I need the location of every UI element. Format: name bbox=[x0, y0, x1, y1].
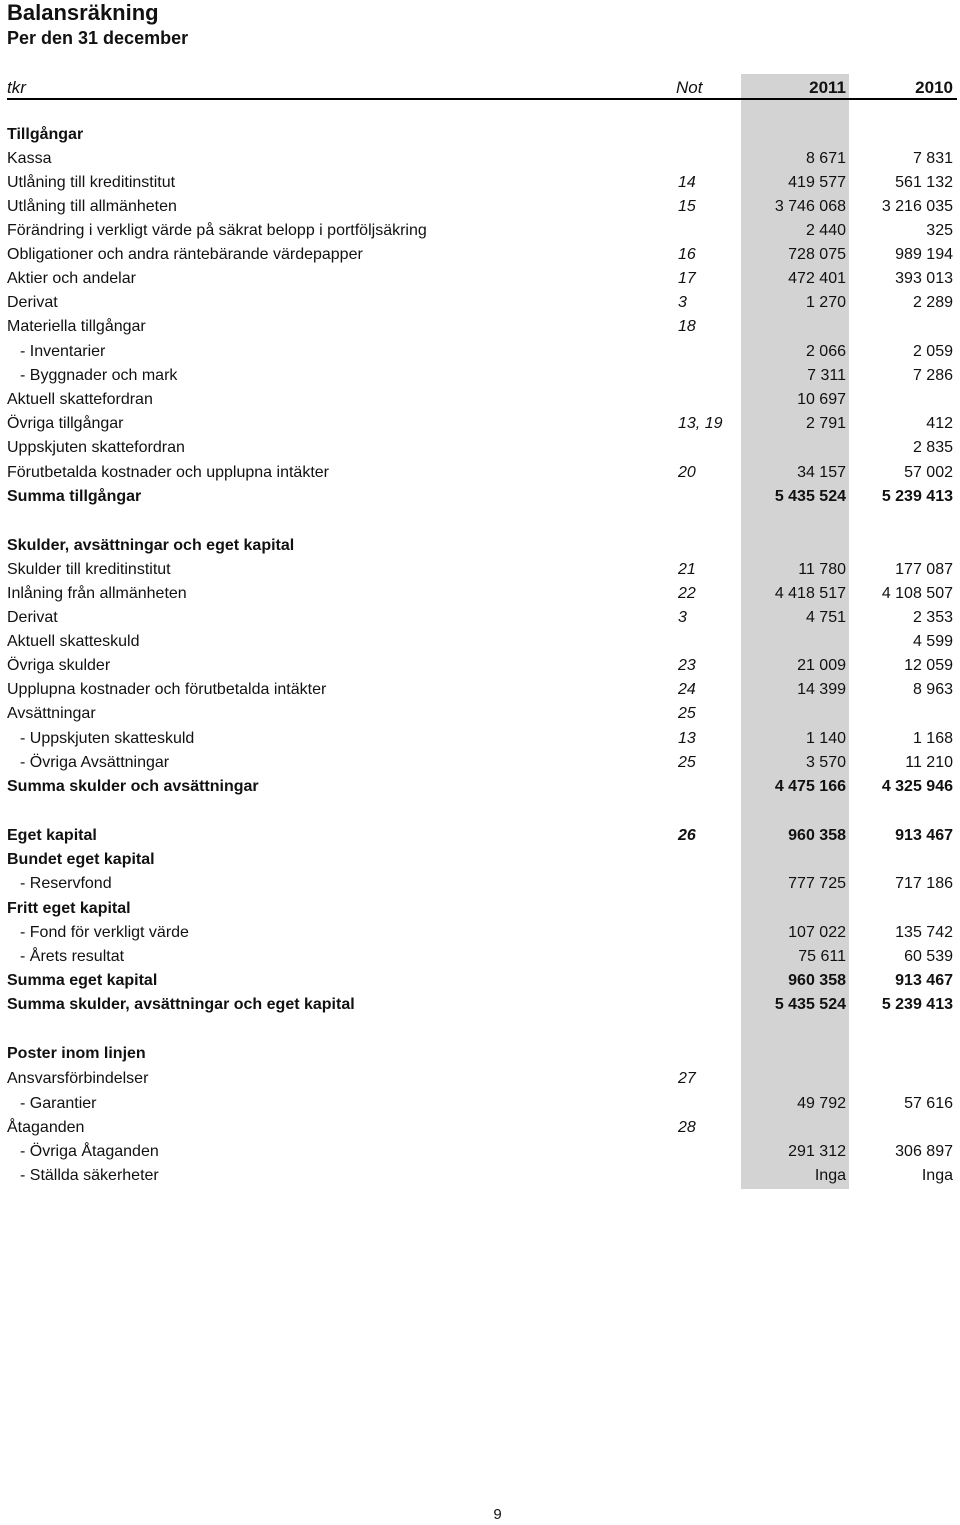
row-value-2010: 2 353 bbox=[912, 609, 953, 626]
page-subtitle: Per den 31 december bbox=[7, 28, 189, 48]
table-row bbox=[0, 486, 960, 508]
row-value-2010: 57 616 bbox=[904, 1095, 953, 1112]
row-value-2010: 3 216 035 bbox=[881, 198, 953, 215]
row-label: Summa skulder och avsättningar bbox=[7, 778, 259, 795]
row-value-2010: 2 289 bbox=[912, 294, 953, 311]
row-value-2010: 177 087 bbox=[895, 561, 953, 578]
row-value-2011: 4 475 166 bbox=[774, 778, 846, 795]
row-label: - Byggnader och mark bbox=[20, 367, 178, 384]
row-value-2010: 306 897 bbox=[895, 1143, 953, 1160]
row-value-2010: 11 210 bbox=[905, 754, 953, 771]
row-label: Åtaganden bbox=[7, 1119, 85, 1136]
row-label: Övriga skulder bbox=[7, 657, 111, 674]
table-row bbox=[0, 535, 960, 557]
row-label: Bundet eget kapital bbox=[7, 851, 155, 868]
row-value-2010: 7 286 bbox=[912, 367, 953, 384]
row-label: Derivat bbox=[7, 609, 58, 626]
row-value-2011: 419 577 bbox=[788, 174, 846, 191]
row-label: Inlåning från allmänheten bbox=[7, 585, 187, 602]
row-note: 15 bbox=[678, 198, 696, 215]
row-value-2011: 11 780 bbox=[798, 561, 846, 578]
table-row bbox=[0, 655, 960, 677]
row-value-2011: 107 022 bbox=[788, 924, 846, 941]
row-note: 3 bbox=[678, 609, 687, 626]
row-value-2011: 49 792 bbox=[797, 1095, 846, 1112]
header-divider bbox=[7, 98, 957, 100]
table-row bbox=[0, 849, 960, 871]
table-row bbox=[0, 172, 960, 194]
row-value-2011: 14 399 bbox=[797, 681, 846, 698]
table-row bbox=[0, 728, 960, 750]
row-value-2010: Inga bbox=[921, 1167, 953, 1184]
row-label: Aktier och andelar bbox=[7, 270, 136, 287]
year-2011-header: 2011 bbox=[809, 78, 846, 97]
row-value-2010: 412 bbox=[926, 415, 953, 432]
row-value-2010: 989 194 bbox=[895, 246, 953, 263]
row-value-2011: Inga bbox=[814, 1167, 846, 1184]
note-header: Not bbox=[676, 78, 703, 97]
table-row bbox=[0, 703, 960, 725]
row-label: Ansvarsförbindelser bbox=[7, 1070, 149, 1087]
table-row bbox=[0, 1093, 960, 1115]
row-note: 18 bbox=[678, 318, 696, 335]
row-value-2011: 1 140 bbox=[805, 730, 846, 747]
row-value-2010: 12 059 bbox=[904, 657, 953, 674]
row-label: Aktuell skattefordran bbox=[7, 391, 153, 408]
row-value-2010: 913 467 bbox=[895, 827, 953, 844]
row-note: 14 bbox=[678, 174, 696, 191]
row-label: - Garantier bbox=[20, 1095, 97, 1112]
table-row bbox=[0, 437, 960, 459]
table-row bbox=[0, 316, 960, 338]
table-row bbox=[0, 1043, 960, 1065]
table-row bbox=[0, 752, 960, 774]
row-label: Materiella tillgångar bbox=[7, 318, 146, 335]
row-value-2010: 135 742 bbox=[895, 924, 953, 941]
table-row bbox=[0, 994, 960, 1016]
table-row bbox=[0, 462, 960, 484]
row-value-2011: 1 270 bbox=[805, 294, 846, 311]
row-value-2010: 2 059 bbox=[912, 343, 953, 360]
row-label: - Reservfond bbox=[20, 875, 112, 892]
table-row bbox=[0, 1068, 960, 1090]
row-value-2011: 5 435 524 bbox=[774, 996, 846, 1013]
row-value-2010: 7 831 bbox=[912, 150, 953, 167]
row-value-2010: 4 599 bbox=[912, 633, 953, 650]
row-label: - Uppskjuten skatteskuld bbox=[20, 730, 195, 747]
row-label: Utlåning till kreditinstitut bbox=[7, 174, 176, 191]
row-note: 16 bbox=[678, 246, 696, 263]
row-note: 27 bbox=[678, 1070, 696, 1087]
row-note: 13 bbox=[678, 730, 696, 747]
row-label: Tillgångar bbox=[7, 126, 84, 143]
row-value-2011: 34 157 bbox=[797, 464, 846, 481]
row-value-2010: 8 963 bbox=[912, 681, 953, 698]
row-note: 3 bbox=[678, 294, 687, 311]
row-label: Skulder till kreditinstitut bbox=[7, 561, 171, 578]
table-row bbox=[0, 1141, 960, 1163]
row-value-2011: 7 311 bbox=[807, 367, 846, 384]
row-value-2011: 3 746 068 bbox=[774, 198, 846, 215]
table-row bbox=[0, 292, 960, 314]
row-note: 28 bbox=[678, 1119, 696, 1136]
row-value-2010: 57 002 bbox=[904, 464, 953, 481]
row-value-2011: 291 312 bbox=[788, 1143, 846, 1160]
table-row bbox=[0, 1165, 960, 1187]
row-label: Aktuell skatteskuld bbox=[7, 633, 140, 650]
row-label: Upplupna kostnader och förutbetalda intäkter bbox=[7, 681, 327, 698]
row-label: Derivat bbox=[7, 294, 58, 311]
row-value-2011: 2 791 bbox=[805, 415, 846, 432]
row-value-2010: 393 013 bbox=[895, 270, 953, 287]
row-value-2010: 4 325 946 bbox=[881, 778, 953, 795]
row-label: Eget kapital bbox=[7, 827, 97, 844]
row-label: Utlåning till allmänheten bbox=[7, 198, 177, 215]
table-row bbox=[0, 559, 960, 581]
row-label: Summa skulder, avsättningar och eget kapital bbox=[7, 996, 355, 1013]
row-note: 25 bbox=[678, 705, 696, 722]
table-row bbox=[0, 825, 960, 847]
row-note: 13, 19 bbox=[678, 415, 723, 432]
row-value-2010: 4 108 507 bbox=[881, 585, 953, 602]
table-row bbox=[0, 873, 960, 895]
table-row bbox=[0, 898, 960, 920]
table-row bbox=[0, 413, 960, 435]
row-value-2011: 472 401 bbox=[788, 270, 846, 287]
row-label: Skulder, avsättningar och eget kapital bbox=[7, 537, 295, 554]
row-label: Summa tillgångar bbox=[7, 488, 142, 505]
row-value-2011: 4 751 bbox=[805, 609, 846, 626]
table-row bbox=[0, 946, 960, 968]
row-value-2011: 75 611 bbox=[798, 948, 846, 965]
row-value-2011: 960 358 bbox=[788, 827, 846, 844]
table-row bbox=[0, 607, 960, 629]
row-value-2011: 10 697 bbox=[797, 391, 846, 408]
row-note: 20 bbox=[678, 464, 696, 481]
row-value-2011: 2 066 bbox=[805, 343, 846, 360]
row-value-2011: 2 440 bbox=[805, 222, 846, 239]
table-row bbox=[0, 341, 960, 363]
page-title: Balansräkning bbox=[7, 0, 159, 25]
row-value-2011: 777 725 bbox=[788, 875, 846, 892]
row-note: 22 bbox=[678, 585, 696, 602]
table-row bbox=[0, 1117, 960, 1139]
table-row bbox=[0, 124, 960, 146]
row-label: - Övriga Åtaganden bbox=[20, 1143, 159, 1160]
row-value-2011: 4 418 517 bbox=[774, 585, 846, 602]
row-label: - Årets resultat bbox=[20, 948, 125, 965]
row-value-2011: 960 358 bbox=[788, 972, 846, 989]
row-value-2011: 21 009 bbox=[797, 657, 846, 674]
table-row bbox=[0, 148, 960, 170]
row-value-2010: 5 239 413 bbox=[881, 488, 953, 505]
row-value-2011: 5 435 524 bbox=[774, 488, 846, 505]
row-label: Övriga tillgångar bbox=[7, 415, 124, 432]
row-value-2010: 60 539 bbox=[904, 948, 953, 965]
row-value-2011: 8 671 bbox=[805, 150, 846, 167]
table-row bbox=[0, 389, 960, 411]
table-row bbox=[0, 970, 960, 992]
row-note: 23 bbox=[678, 657, 696, 674]
row-note: 21 bbox=[678, 561, 696, 578]
row-label: - Inventarier bbox=[20, 343, 106, 360]
row-label: - Ställda säkerheter bbox=[20, 1167, 159, 1184]
row-value-2010: 913 467 bbox=[895, 972, 953, 989]
row-value-2010: 2 835 bbox=[912, 439, 953, 456]
row-label: Förändring i verkligt värde på säkrat belopp i portföljsäkring bbox=[7, 222, 427, 239]
row-label: Uppskjuten skattefordran bbox=[7, 439, 185, 456]
row-value-2011: 728 075 bbox=[788, 246, 846, 263]
row-note: 25 bbox=[678, 754, 696, 771]
row-label: - Fond för verkligt värde bbox=[20, 924, 189, 941]
page-number: 9 bbox=[493, 1506, 502, 1523]
row-label: Kassa bbox=[7, 150, 52, 167]
table-row bbox=[0, 631, 960, 653]
table-row bbox=[0, 220, 960, 242]
row-note: 26 bbox=[678, 827, 696, 844]
table-row bbox=[0, 583, 960, 605]
table-row bbox=[0, 268, 960, 290]
row-value-2010: 5 239 413 bbox=[881, 996, 953, 1013]
row-value-2011: 3 570 bbox=[805, 754, 846, 771]
row-label: Poster inom linjen bbox=[7, 1045, 146, 1062]
row-label: - Övriga Avsättningar bbox=[20, 754, 170, 771]
row-label: Förutbetalda kostnader och upplupna intäkter bbox=[7, 464, 329, 481]
table-row bbox=[0, 196, 960, 218]
row-value-2010: 561 132 bbox=[895, 174, 953, 191]
row-label: Obligationer och andra räntebärande värdepapper bbox=[7, 246, 363, 263]
row-label: Summa eget kapital bbox=[7, 972, 158, 989]
row-value-2010: 717 186 bbox=[895, 875, 953, 892]
table-row bbox=[0, 244, 960, 266]
row-value-2010: 1 168 bbox=[912, 730, 953, 747]
year-2010-header: 2010 bbox=[915, 78, 953, 97]
table-row bbox=[0, 922, 960, 944]
row-note: 17 bbox=[678, 270, 696, 287]
table-row bbox=[0, 776, 960, 798]
row-label: Fritt eget kapital bbox=[7, 900, 131, 917]
table-row bbox=[0, 365, 960, 387]
table-row bbox=[0, 679, 960, 701]
row-value-2010: 325 bbox=[926, 222, 953, 239]
unit-header: tkr bbox=[7, 78, 26, 97]
row-label: Avsättningar bbox=[7, 705, 96, 722]
row-note: 24 bbox=[678, 681, 696, 698]
